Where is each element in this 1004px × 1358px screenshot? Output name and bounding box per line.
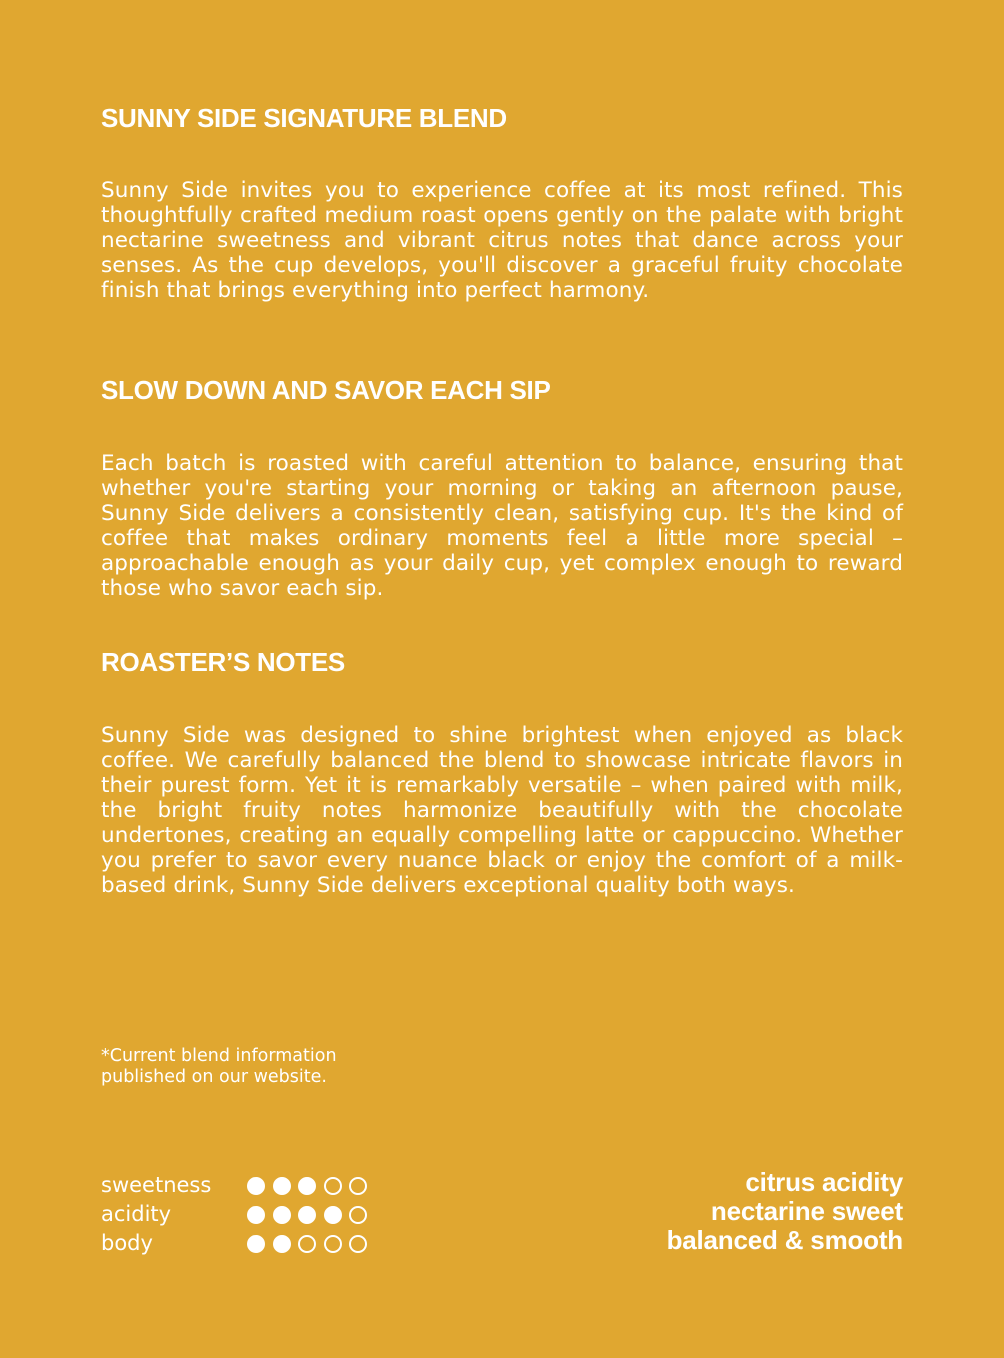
tasting-note-nectarine: nectarine sweet bbox=[710, 1196, 903, 1226]
empty-rating-dot bbox=[349, 1206, 367, 1224]
filled-rating-dot bbox=[298, 1177, 316, 1195]
filled-rating-dot bbox=[298, 1206, 316, 1224]
section-heading-slow-down: SLOW DOWN AND SAVOR EACH SIP bbox=[101, 375, 551, 405]
filled-rating-dot bbox=[247, 1177, 265, 1195]
tasting-notes bbox=[667, 1168, 903, 1255]
rating-dots-sweetness bbox=[247, 1177, 367, 1195]
empty-rating-dot bbox=[349, 1235, 367, 1253]
footnote-line-2: published on our website. bbox=[101, 1067, 327, 1087]
section-body-signature-blend: Sunny Side invites you to experience coffee at its most refined. This thoughtfully crafted medium roast opens gently on the palate with bright nectarine sweetness and vibrant citrus notes that dance across your senses. As the cup develops, you'll discover a graceful fruity chocolate finish that brings everything into perfect harmony. bbox=[101, 178, 903, 303]
flavor-profile bbox=[101, 1171, 367, 1258]
rating-dots-body bbox=[247, 1235, 367, 1253]
filled-rating-dot bbox=[247, 1235, 265, 1253]
profile-row-sweetness bbox=[101, 1171, 367, 1200]
filled-rating-dot bbox=[247, 1206, 265, 1224]
section-heading-signature-blend: SUNNY SIDE SIGNATURE BLEND bbox=[101, 103, 507, 133]
section-body-slow-down: Each batch is roasted with careful attention to balance, ensuring that whether you're starting your morning or taking an afternoon pause, Sunny Side delivers a consistently clean, satisfying cup. It's the kind of coffee that makes ordinary moments feel a little more special – approachable enough as your daily cup, yet complex enough to reward those who savor each sip. bbox=[101, 451, 903, 601]
empty-rating-dot bbox=[324, 1235, 342, 1253]
rating-dots-acidity bbox=[247, 1206, 367, 1224]
tasting-note-balanced: balanced & smooth bbox=[666, 1225, 903, 1255]
filled-rating-dot bbox=[273, 1177, 291, 1195]
filled-rating-dot bbox=[324, 1206, 342, 1224]
profile-row-body bbox=[101, 1229, 367, 1258]
empty-rating-dot bbox=[324, 1177, 342, 1195]
profile-label-body: body bbox=[101, 1231, 153, 1255]
footnote bbox=[101, 1046, 421, 1088]
section-body-roasters-notes: Sunny Side was designed to shine brightest when enjoyed as black coffee. We carefully balanced the blend to showcase intricate flavors in their purest form. Yet it is remarkably versatile – when paired with milk, the bright fruity notes harmonize beautifully with the chocolate undertones, creating an equally compelling latte or cappuccino. Whether you prefer to savor every nuance black or enjoy the comfort of a milk-based drink, Sunny Side delivers exceptional quality both ways. bbox=[101, 723, 903, 898]
tasting-note-citrus: citrus acidity bbox=[745, 1167, 903, 1197]
filled-rating-dot bbox=[273, 1235, 291, 1253]
empty-rating-dot bbox=[349, 1177, 367, 1195]
page bbox=[101, 0, 903, 1358]
profile-row-acidity bbox=[101, 1200, 367, 1229]
section-heading-roasters-notes: ROASTER’S NOTES bbox=[101, 647, 345, 677]
footnote-line-1: *Current blend information bbox=[101, 1046, 337, 1066]
filled-rating-dot bbox=[273, 1206, 291, 1224]
profile-label-sweetness: sweetness bbox=[101, 1173, 212, 1197]
profile-label-acidity: acidity bbox=[101, 1202, 172, 1226]
empty-rating-dot bbox=[298, 1235, 316, 1253]
